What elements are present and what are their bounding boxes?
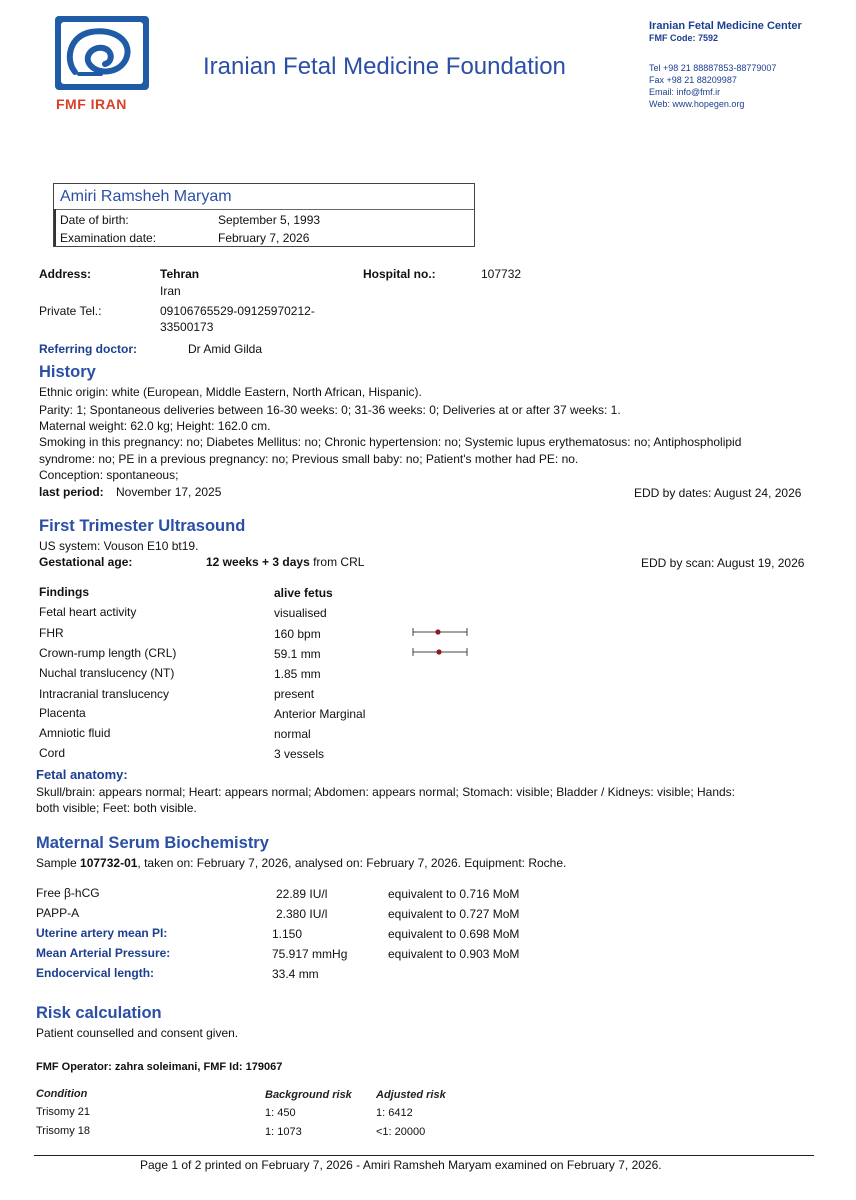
- finding-value: 1.85 mm: [274, 667, 321, 681]
- center-tel: Tel +98 21 88887853-88779007: [649, 63, 777, 73]
- address-label: Address:: [39, 267, 92, 281]
- dob-label: Date of birth:: [60, 213, 129, 227]
- edd-by-scan: EDD by scan: August 19, 2026: [641, 556, 805, 570]
- history-line: Maternal weight: 62.0 kg; Height: 162.0 cm.: [39, 419, 271, 433]
- risk-header-adjusted: Adjusted risk: [376, 1089, 446, 1101]
- risk-title: Risk calculation: [36, 1004, 162, 1022]
- fhr-range-marker: [413, 628, 467, 636]
- address-line1: Tehran: [160, 267, 200, 281]
- edd-by-dates: EDD by dates: August 24, 2026: [634, 486, 802, 500]
- exam-date-label: Examination date:: [60, 231, 157, 245]
- center-web: Web: www.hopegen.org: [649, 99, 745, 109]
- referring-label: Referring doctor:: [39, 342, 138, 356]
- finding-value: visualised: [274, 606, 327, 620]
- finding-label: Nuchal translucency (NT): [39, 666, 175, 680]
- tel-line2: 33500173: [160, 320, 214, 334]
- biochem-value: 2.380 IU/l: [276, 907, 328, 921]
- finding-value: 3 vessels: [274, 747, 325, 761]
- finding-label: Crown-rump length (CRL): [39, 646, 177, 660]
- tel-line1: 09106765529-09125970212-: [160, 304, 315, 318]
- finding-label: Fetal heart activity: [39, 605, 137, 619]
- biochem-label: Endocervical length:: [36, 966, 155, 980]
- biochem-label: Uterine artery mean PI:: [36, 926, 168, 940]
- reference-range-chart: [410, 624, 472, 660]
- finding-value: present: [274, 687, 315, 701]
- last-period-label: last period:: [39, 485, 104, 499]
- biochem-value: 75.917 mmHg: [272, 947, 348, 961]
- biochem-mom: equivalent to 0.727 MoM: [388, 907, 520, 921]
- finding-label: Intracranial translucency: [39, 687, 170, 701]
- center-email: Email: info@fmf.ir: [649, 87, 721, 97]
- biochem-value: 1.150: [272, 927, 303, 941]
- biochem-label: PAPP-A: [36, 906, 80, 920]
- risk-background: 1: 450: [265, 1107, 296, 1119]
- fmf-operator: FMF Operator: zahra soleimani, FMF Id: 179067: [36, 1061, 283, 1073]
- finding-value: 59.1 mm: [274, 647, 321, 661]
- counselled-text: Patient counselled and consent given.: [36, 1026, 239, 1040]
- patient-name: Amiri Ramsheh Maryam: [60, 188, 232, 205]
- fmf-code: FMF Code: 7592: [649, 33, 719, 43]
- history-line: syndrome: no; PE in a previous pregnancy: no; Previous small baby: no; Patient's mother had PE: no.: [39, 452, 579, 466]
- history-title: History: [39, 363, 96, 381]
- biochem-mom: equivalent to 0.698 MoM: [388, 927, 520, 941]
- biochemistry-title: Maternal Serum Biochemistry: [36, 834, 269, 852]
- gestational-age-label: Gestational age:: [39, 555, 133, 569]
- fetal-anatomy-line: Skull/brain: appears normal; Heart: appears normal; Abdomen: appears normal; Stomach: visible; Bladder / Kidneys: visible; Hands:: [36, 785, 736, 799]
- finding-label: Placenta: [39, 706, 86, 720]
- finding-label: Findings: [39, 585, 89, 599]
- fmf-logo-icon: [55, 16, 149, 90]
- risk-background: 1: 1073: [265, 1126, 302, 1138]
- biochem-mom: equivalent to 0.716 MoM: [388, 887, 520, 901]
- biochem-label: Mean Arterial Pressure:: [36, 946, 171, 960]
- sample-line: Sample 107732-01, taken on: February 7, 2026, analysed on: February 7, 2026. Equipment: Roche.: [36, 856, 567, 870]
- risk-adjusted: 1: 6412: [376, 1107, 413, 1119]
- hospital-number: 107732: [481, 267, 522, 281]
- fetal-anatomy-line: both visible; Feet: both visible.: [36, 801, 197, 815]
- biochem-mom: equivalent to 0.903 MoM: [388, 947, 520, 961]
- history-line: Smoking in this pregnancy: no; Diabetes Mellitus: no; Chronic hypertension: no; Systemic lupus erythematosus: no; Antiphospholipid: [39, 435, 742, 449]
- finding-value: alive fetus: [274, 586, 333, 600]
- logo-text: FMF IRAN: [56, 96, 127, 112]
- risk-adjusted: <1: 20000: [376, 1126, 426, 1138]
- fetal-anatomy-title: Fetal anatomy:: [36, 767, 128, 782]
- address-line2: Iran: [160, 284, 181, 298]
- center-name: Iranian Fetal Medicine Center: [649, 20, 802, 32]
- finding-label: FHR: [39, 626, 64, 640]
- center-fax: Fax +98 21 88209987: [649, 75, 737, 85]
- history-line: Conception: spontaneous;: [39, 468, 179, 482]
- exam-date-value: February 7, 2026: [218, 231, 310, 245]
- hospital-label: Hospital no.:: [363, 267, 436, 281]
- dob-value: September 5, 1993: [218, 213, 321, 227]
- footer-text: Page 1 of 2 printed on February 7, 2026 - Amiri Ramsheh Maryam examined on February 7, 2026.: [140, 1158, 662, 1172]
- biochem-label: Free β-hCG: [36, 886, 100, 900]
- risk-condition: Trisomy 18: [36, 1125, 90, 1137]
- tel-label: Private Tel.:: [39, 304, 102, 318]
- last-period-value: November 17, 2025: [116, 485, 222, 499]
- crl-range-marker: [413, 648, 467, 656]
- finding-label: Amniotic fluid: [39, 726, 111, 740]
- history-line: Parity: 1; Spontaneous deliveries between 16-30 weeks: 0; 31-36 weeks: 0; Deliveries at or after 37 weeks: 1.: [39, 403, 621, 417]
- risk-header-background: Background risk: [265, 1089, 352, 1101]
- biochem-value: 22.89 IU/l: [276, 887, 328, 901]
- biochem-value: 33.4 mm: [272, 967, 319, 981]
- us-system: US system: Vouson E10 bt19.: [39, 539, 199, 553]
- risk-condition: Trisomy 21: [36, 1106, 90, 1118]
- foundation-title: Iranian Fetal Medicine Foundation: [203, 53, 566, 80]
- finding-value: Anterior Marginal: [274, 707, 366, 721]
- finding-value: normal: [274, 727, 311, 741]
- history-line: Ethnic origin: white (European, Middle Eastern, North African, Hispanic).: [39, 385, 422, 399]
- footer-divider: [34, 1155, 814, 1156]
- finding-label: Cord: [39, 746, 66, 760]
- gestational-age-value: 12 weeks + 3 days from CRL: [206, 555, 365, 569]
- finding-value: 160 bpm: [274, 627, 321, 641]
- ultrasound-title: First Trimester Ultrasound: [39, 517, 246, 535]
- referring-doctor: Dr Amid Gilda: [188, 342, 263, 356]
- risk-header-condition: Condition: [36, 1088, 88, 1100]
